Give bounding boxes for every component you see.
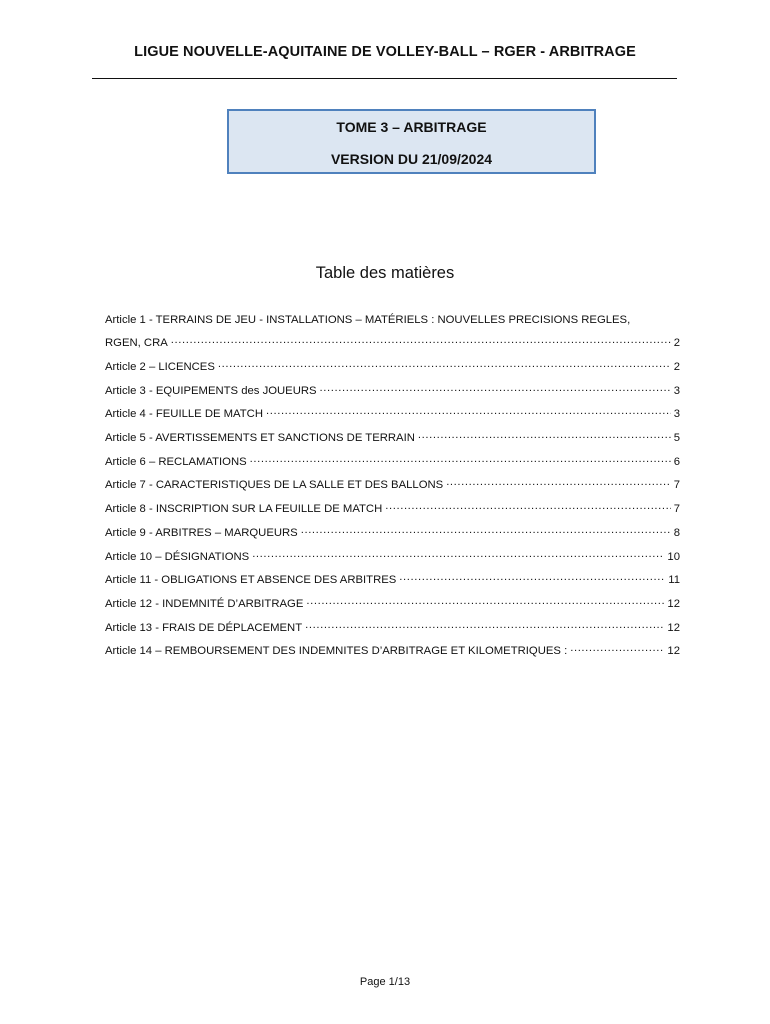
- toc-entry-article-7[interactable]: [105, 476, 680, 491]
- toc-entry-text: Article 10 – DÉSIGNATIONS: [105, 551, 250, 563]
- toc-leader-dots: [266, 405, 671, 417]
- toc-entry-text: Article 6 – RECLAMATIONS: [105, 456, 247, 468]
- toc-entry-text: Article 14 – REMBOURSEMENT DES INDEMNITES D’ARBITRAGE ET KILOMETRIQUES :: [105, 645, 568, 657]
- toc-page-number: 12: [667, 598, 680, 610]
- toc-entry-article-14[interactable]: [105, 642, 680, 657]
- toc-leader-dots: [250, 453, 671, 465]
- toc-heading: Table des matières: [315, 264, 455, 282]
- toc-entry-text: Article 4 - FEUILLE DE MATCH: [105, 408, 263, 420]
- toc-page-number: 7: [673, 503, 680, 515]
- toc-entry-text: Article 5 - AVERTISSEMENTS ET SANCTIONS DE TERRAIN: [105, 432, 415, 444]
- toc-entry-text: RGEN, CRA: [105, 337, 168, 349]
- toc-page-number: 3: [673, 408, 680, 420]
- toc-leader-dots: [385, 500, 670, 512]
- toc-entry-article-11[interactable]: [105, 571, 680, 586]
- toc-leader-dots: [306, 595, 664, 607]
- toc-page-number: 11: [668, 574, 680, 586]
- toc-entry-text: Article 13 - FRAIS DE DÉPLACEMENT: [105, 622, 303, 634]
- toc-entry-article-13[interactable]: [105, 619, 680, 634]
- toc-page-number: 3: [673, 385, 680, 397]
- toc-entry-text: Article 3 - EQUIPEMENTS des JOUEURS: [105, 385, 317, 397]
- toc-entry-text: Article 2 – LICENCES: [105, 361, 215, 373]
- toc-entry-article-2[interactable]: [105, 358, 680, 373]
- toc-page-number: 2: [673, 337, 680, 349]
- toc-entry-text: Article 9 - ARBITRES – MARQUEURS: [105, 527, 298, 539]
- toc-entry-text: Article 8 - INSCRIPTION SUR LA FEUILLE DE MATCH: [105, 503, 383, 515]
- toc-entry-article-8[interactable]: [105, 500, 680, 515]
- toc-page-number: 12: [667, 622, 680, 634]
- toc-leader-dots: [320, 382, 671, 394]
- toc-page-number: 12: [667, 645, 680, 657]
- version-date: VERSION DU 21/09/2024: [330, 151, 493, 167]
- toc-leader-dots: [305, 619, 664, 631]
- toc-page-number: 5: [673, 432, 680, 444]
- toc-leader-dots: [301, 524, 671, 536]
- toc-leader-dots: [446, 476, 671, 488]
- toc-leader-dots: [418, 429, 671, 441]
- toc-entry-article-10[interactable]: [105, 548, 680, 563]
- page-footer-number: Page 1/13: [359, 976, 411, 988]
- title-box: [227, 109, 596, 174]
- toc-page-number: 7: [673, 479, 680, 491]
- toc-leader-dots: [171, 334, 671, 346]
- toc-leader-dots: [252, 548, 664, 560]
- header-divider: [92, 78, 677, 79]
- toc-leader-dots: [399, 571, 665, 583]
- toc-entry-text: Article 11 - OBLIGATIONS ET ABSENCE DES ARBITRES: [105, 574, 397, 586]
- toc-entry-article-6[interactable]: [105, 453, 680, 468]
- document-header-title: LIGUE NOUVELLE-AQUITAINE DE VOLLEY-BALL – RGER - ARBITRAGE: [134, 44, 636, 60]
- toc-page-number: 8: [673, 527, 680, 539]
- toc-entry-text: Article 12 - INDEMNITÉ D’ARBITRAGE: [105, 598, 304, 610]
- toc-entry-article-9[interactable]: [105, 524, 680, 539]
- toc-page-number: 6: [673, 456, 680, 468]
- toc-page-number: 2: [673, 361, 680, 373]
- toc-entry-article-12[interactable]: [105, 595, 680, 610]
- toc-entry-article-4[interactable]: [105, 405, 680, 420]
- toc-leader-dots: [570, 642, 664, 654]
- toc-leader-dots: [218, 358, 671, 370]
- toc-entry-text: Article 7 - CARACTERISTIQUES DE LA SALLE ET DES BALLONS: [105, 479, 444, 491]
- toc-entry-article-5[interactable]: [105, 429, 680, 444]
- toc-page-number: 10: [667, 551, 680, 563]
- toc-entry-text-line1: Article 1 - TERRAINS DE JEU - INSTALLATIONS – MATÉRIELS : NOUVELLES PRECISIONS REGLES,: [105, 314, 631, 326]
- toc-entry-article-3[interactable]: [105, 382, 680, 397]
- tome-title: TOME 3 – ARBITRAGE: [336, 119, 487, 135]
